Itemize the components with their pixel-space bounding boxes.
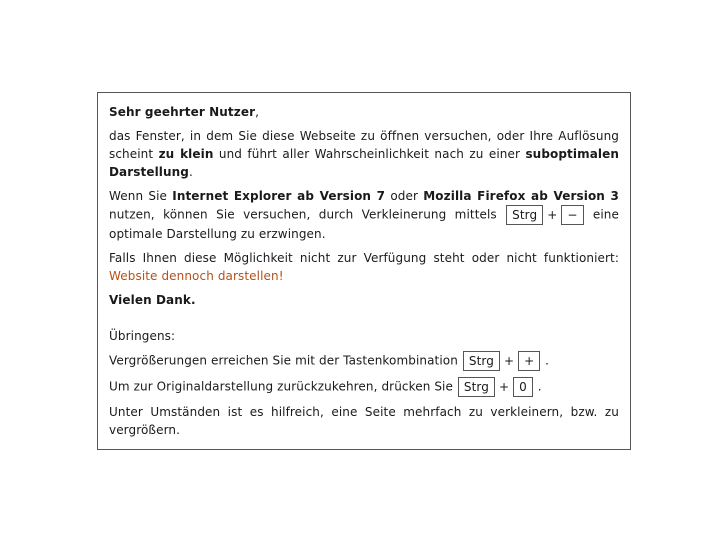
period: . [545,353,550,368]
by-the-way-heading: Übringens: [109,329,176,343]
plus-sign: + [503,353,515,368]
key-zero: 0 [513,377,533,397]
thanks: Vielen Dank. [109,293,196,307]
p2-text-e: nutzen, können Sie versuchen, durch Verkleinerung mittels [109,207,506,222]
paragraph-browser-zoom-out [109,187,619,243]
plus-sign: + [547,207,558,222]
paragraph-zoom-in [109,351,619,371]
p3-text-a: Falls Ihnen diese Möglichkeit nicht zur Verfügung steht oder nicht funktioniert: [109,251,619,265]
paragraph-fallback [109,249,619,285]
p1-text-c: und führt aller Wahrscheinlichkeit nach zu einer [213,147,526,161]
key-strg: Strg [506,205,543,225]
p1-text-a: das Fenster, in dem Sie diese Webseite zu öffnen versuchen, oder Ihre Auflösung scheint [109,129,619,161]
paragraph-window-too-small [109,127,619,181]
p1-emphasis-suboptimal: suboptimalen Darstellung [109,147,619,179]
plus-sign: + [498,379,510,394]
key-plus: + [518,351,540,371]
greeting: Sehr geehrter Nutzer [109,105,256,119]
p1-emphasis-too-small: zu klein [158,147,214,161]
thanks-line [109,291,619,309]
show-website-anyway-link[interactable]: Website dennoch darstellen! [109,269,284,283]
p2-text-a: Wenn Sie [109,189,173,203]
paragraph-final-hint: Unter Umständen ist es hilfreich, eine Seite mehrfach zu verkleinern, bzw. zu vergrößern. [109,405,619,437]
key-minus: − [561,205,583,225]
p2-browser-ie: Internet Explorer ab Version 7 [172,189,386,203]
paragraph-reset-zoom [109,377,619,397]
reset-text: Um zur Originaldarstellung zurückzukehren, drücken Sie [109,379,457,394]
p1-text-e: . [189,165,193,179]
resolution-notice-box [97,92,631,450]
period: . [537,379,542,394]
key-strg: Strg [463,351,500,371]
zoom-in-text: Vergrößerungen erreichen Sie mit der Tastenkombination [109,353,462,368]
p2-text-c: oder [385,189,424,203]
spacer [109,315,619,327]
greeting-line: Sehr geehrter Nutzer, [109,105,260,119]
key-strg: Strg [458,377,495,397]
p2-text-f: eine optimale Darstellung zu erzwingen. [109,207,619,241]
p2-browser-firefox: Mozilla Firefox ab Version 3 [423,189,619,203]
